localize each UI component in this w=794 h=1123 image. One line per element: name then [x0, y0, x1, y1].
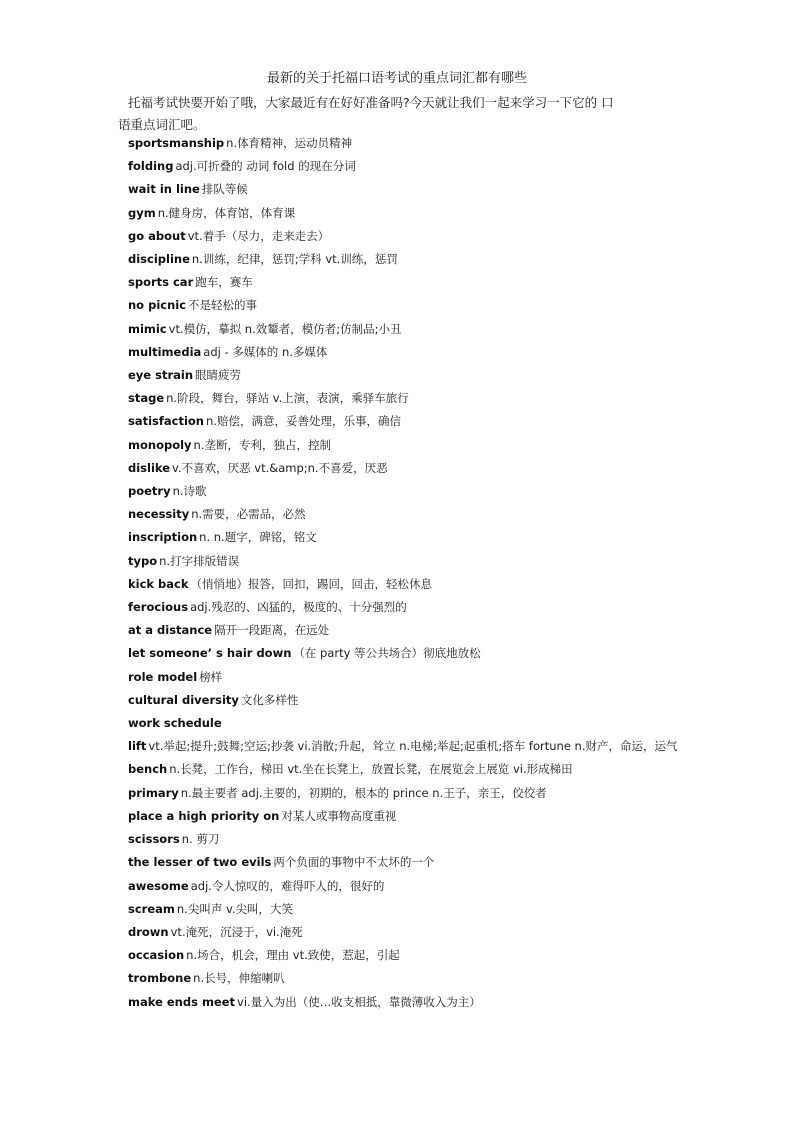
vocab-entry	[128, 991, 688, 1014]
vocab-entry	[128, 666, 688, 689]
vocab-term: poetry	[128, 484, 171, 499]
vocab-term: scissors	[128, 832, 180, 847]
vocab-term: at a distance	[128, 623, 213, 638]
vocab-entry	[128, 944, 688, 967]
vocab-term: typo	[128, 553, 158, 568]
vocab-entry	[128, 248, 688, 271]
vocab-term: go about	[128, 228, 186, 243]
vocab-definition: n.健身房，体育馆，体育课	[157, 205, 296, 220]
vocab-entry	[128, 318, 688, 341]
vocab-definition: 文化多样性	[240, 692, 299, 707]
vocabulary-list	[128, 132, 688, 1014]
vocab-entry	[128, 410, 688, 433]
vocab-entry	[128, 178, 688, 201]
vocab-entry	[128, 875, 688, 898]
vocab-entry	[128, 596, 688, 619]
vocab-term: mimic	[128, 321, 167, 336]
vocab-term: awesome	[128, 878, 189, 893]
intro-paragraph	[118, 92, 668, 136]
vocab-definition: n.阶段，舞台，驿站 v.上演，表演，乘驿车旅行	[166, 391, 409, 406]
vocab-term: stage	[128, 391, 165, 406]
vocab-entry	[128, 619, 688, 642]
vocab-entry	[128, 828, 688, 851]
vocab-definition: （悄悄地）报答，回扣，踢回，回击，轻松休息	[190, 576, 433, 591]
vocab-definition: 不是轻松的事	[188, 298, 258, 313]
vocab-definition: n.训练，纪律，惩罚;学科 vt.训练，惩罚	[191, 252, 398, 267]
vocab-definition: n.垄断，专利，独占，控制	[193, 437, 331, 452]
vocab-term: make ends meet	[128, 994, 236, 1009]
vocab-definition: n.场合，机会，理由 vt.致使，惹起，引起	[186, 948, 400, 963]
vocab-entry	[128, 526, 688, 549]
vocab-entry	[128, 758, 688, 781]
vocab-definition: 隔开一段距离，在远处	[214, 623, 330, 638]
vocab-term: sports car	[128, 275, 194, 290]
vocab-definition: 排队等候	[201, 182, 248, 197]
vocab-term: trombone	[128, 971, 192, 986]
document-title: 最新的关于托福口语考试的重点词汇都有哪些	[266, 71, 527, 86]
vocab-entry	[128, 898, 688, 921]
vocab-entry	[128, 457, 688, 480]
vocab-definition: 眼睛疲劳	[195, 368, 242, 383]
vocab-term: sportsmanship	[128, 136, 225, 150]
vocab-entry	[128, 550, 688, 573]
vocab-entry	[128, 155, 688, 178]
vocab-definition: 跑车，赛车	[195, 275, 253, 290]
vocab-term: dislike	[128, 460, 171, 475]
vocab-term: kick back	[128, 576, 189, 591]
vocab-term: bench	[128, 762, 168, 777]
vocab-definition: n.长凳，工作台，梯田 vt.坐在长凳上，放置长凳，在展览会上展览 vi.形成梯田	[169, 762, 573, 777]
vocab-definition: adj - 多媒体的 n.多媒体	[203, 344, 328, 359]
vocab-entry	[128, 294, 688, 317]
vocab-term: discipline	[128, 252, 190, 267]
vocab-entry	[128, 434, 688, 457]
vocab-definition: adj.令人惊叹的，难得吓人的，很好的	[190, 878, 385, 893]
vocab-entry	[128, 225, 688, 248]
vocab-entry	[128, 132, 688, 155]
vocab-definition: n. 剪刀	[181, 832, 220, 847]
vocab-term: cultural diversity	[128, 692, 239, 707]
vocab-definition: 对某人或事物高度重视	[281, 808, 397, 823]
vocab-term: wait in line	[128, 182, 200, 197]
vocab-term: let someone’ s hair down	[128, 646, 292, 661]
vocab-term: ferocious	[128, 600, 189, 615]
vocab-entry	[128, 271, 688, 294]
vocab-definition: vt.举起;提升;鼓舞;空运;抄袭 vi.消散;升起，耸立 n.电梯;举起;起重机;搭车 fortune n.财产，命运，运气	[148, 739, 678, 754]
vocab-definition: 两个负面的事物中不太坏的一个	[273, 855, 435, 870]
vocab-definition: n.赔偿，满意，妥善处理，乐事，确信	[206, 414, 401, 429]
vocab-definition: vt.淹死，沉浸于，vi.淹死	[170, 924, 303, 939]
vocab-entry	[128, 735, 688, 758]
vocab-term: scream	[128, 901, 175, 916]
vocab-term: folding	[128, 159, 174, 174]
vocab-definition: adj.可折叠的 动词 fold 的现在分词	[175, 159, 356, 174]
vocab-entry	[128, 805, 688, 828]
vocab-term: role model	[128, 669, 198, 684]
vocab-definition: n.打字排版错误	[159, 553, 240, 568]
vocab-definition: vi.量入为出（使…收支相抵，靠微薄收入为主）	[237, 994, 481, 1009]
vocab-term: inscription	[128, 530, 198, 545]
intro-line-2: 语重点词汇吧。	[118, 117, 206, 132]
vocab-definition: vt.着手（尽力，走来走去）	[187, 228, 330, 243]
vocab-entry	[128, 387, 688, 410]
vocab-entry	[128, 782, 688, 805]
vocab-definition: v.不喜欢，厌恶 vt.&amp;n.不喜爱，厌恶	[172, 460, 388, 475]
vocab-entry	[128, 480, 688, 503]
vocab-term: no picnic	[128, 298, 187, 313]
vocab-definition: 榜样	[199, 669, 223, 684]
vocab-entry	[128, 712, 688, 735]
vocab-definition: vt.模仿，摹拟 n.效颦者，模仿者;仿制品;小丑	[168, 321, 402, 336]
vocab-term: work schedule	[128, 716, 222, 731]
vocab-entry	[128, 642, 688, 665]
vocab-term: gym	[128, 205, 156, 220]
vocab-entry	[128, 503, 688, 526]
vocab-term: multimedia	[128, 344, 202, 359]
intro-line-1: 托福考试快要开始了哦，大家最近有在好好准备吗?今天就让我们一起来学习一下它的 口	[128, 95, 614, 110]
vocab-entry	[128, 921, 688, 944]
vocab-definition: n.长号，伸缩喇叭	[193, 971, 285, 986]
vocab-definition: n. n.题字，碑铭，铭文	[199, 530, 317, 545]
vocab-term: occasion	[128, 948, 185, 963]
vocab-entry	[128, 573, 688, 596]
vocab-term: the lesser of two evils	[128, 855, 272, 870]
vocab-term: lift	[128, 739, 147, 754]
vocab-entry	[128, 689, 688, 712]
vocab-term: necessity	[128, 507, 190, 522]
vocab-term: drown	[128, 924, 169, 939]
vocab-definition: n.尖叫声 v.尖叫，大笑	[176, 901, 294, 916]
vocab-entry	[128, 202, 688, 225]
vocab-definition: n.诗歌	[172, 484, 207, 499]
vocab-term: satisfaction	[128, 414, 204, 429]
vocab-term: monopoly	[128, 437, 192, 452]
vocab-term: primary	[128, 785, 179, 800]
vocab-definition: n.体育精神，运动员精神	[226, 136, 353, 150]
vocab-definition: n.最主要者 adj.主要的，初期的，根本的 prince n.王子，亲王，佼佼者	[180, 785, 547, 800]
vocab-entry	[128, 967, 688, 990]
vocab-definition: n.需要，必需品，必然	[191, 507, 306, 522]
vocab-entry	[128, 341, 688, 364]
vocab-entry	[128, 364, 688, 387]
vocab-term: eye strain	[128, 368, 194, 383]
vocab-definition: （在 party 等公共场合）彻底地放松	[293, 646, 481, 661]
vocab-term: place a high priority on	[128, 808, 280, 823]
vocab-entry	[128, 851, 688, 874]
vocab-definition: adj.残忍的、凶猛的，极度的、十分强烈的	[190, 600, 407, 615]
